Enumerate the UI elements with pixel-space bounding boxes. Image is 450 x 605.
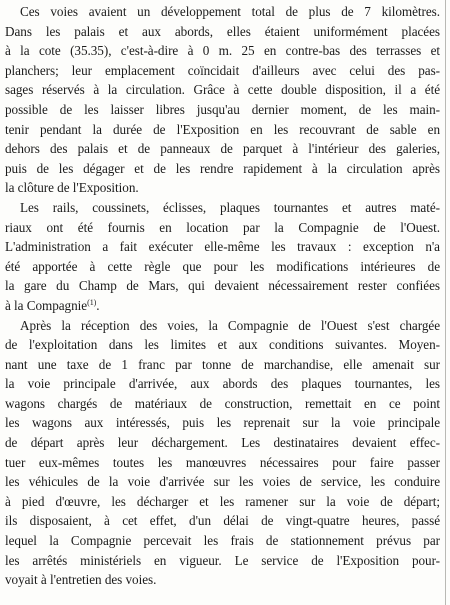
text-line: planchers; leur emplacement coïncidait d'ailleurs avec celui des pas-: [5, 62, 440, 78]
paragraph-materiel-location: [5, 198, 440, 316]
footnote-reference[interactable]: (1): [87, 297, 97, 307]
text-line: les véhicules de la voie d'arrivée sur les voies de service, les conduire: [5, 474, 440, 490]
text-line: Ces voies avaient un développement total de plus de 7 kilomètres.: [20, 4, 440, 19]
text-line: ils disposaient, à cet effet, d'un délai de vingt-quatre heures, passé: [5, 513, 440, 529]
text-line: dehors des palais et de panneaux de parquet à l'intérieur des galeries,: [5, 141, 440, 157]
text-line: les wagons aux intéressés, puis les reprenait sur la voie principale: [5, 415, 440, 431]
text-line-content: à la Compagnie: [5, 297, 88, 313]
text-line: puis de les dégager et de les rendre rapidement à la circulation après: [5, 160, 440, 176]
paragraph-voies-disposition: [5, 2, 440, 198]
text-line: lequel la Compagnie percevait les frais de stationnement prévus par: [5, 533, 440, 549]
text-line: de l'exploitation dans les limites et aux conditions suivantes. Moyen-: [5, 337, 440, 353]
text-line: la gare du Champ de Mars, qui devaient nécessairement rester confiées: [5, 278, 440, 294]
text-line: wagons chargés de matériaux de construction, remettait en ce point: [5, 395, 440, 411]
text-line: les arrêtés ministériels en vigueur. Le service de l'Exposition pour-: [5, 552, 440, 568]
text-line: sages réservés à la circulation. Grâce à cette double disposition, il a été: [5, 82, 440, 98]
page-edge-rule: [445, 0, 446, 605]
text-line: L'administration a fait exécuter elle-même les travaux : exception n'a: [5, 239, 440, 255]
text-line: la voie principale d'arrivée, aux abords des plaques tournantes, les: [5, 376, 440, 392]
body-text: [5, 2, 440, 590]
text-line: tuer eux-mêmes toutes les manœuvres nécessaires pour faire passer: [5, 454, 440, 470]
text-line: voyait à l'entretien des voies.: [5, 572, 157, 588]
text-line: de départ après leur déchargement. Les destinataires devaient effec-: [5, 435, 440, 451]
paragraph-exploitation: [5, 316, 440, 590]
text-line: [5, 296, 440, 316]
text-line: Dans les palais et aux abords, elles étaient uniformément placées: [5, 23, 440, 39]
text-line: nant une taxe de 1 franc par tonne de marchandise, elle amenait sur: [5, 356, 440, 372]
sentence-end: .: [96, 297, 100, 313]
text-line: à la cote (35.35), c'est-à-dire à 0 m. 25 en contre-bas des terrasses et: [5, 43, 440, 59]
text-line: à pied d'œuvre, les décharger et les ramener sur la voie de départ;: [5, 493, 440, 509]
text-line: été apportée à cette règle que pour les modifications intérieures de: [5, 258, 440, 274]
text-line: riaux ont été fournis en location par la Compagnie de l'Ouest.: [5, 219, 440, 235]
text-line: Après la réception des voies, la Compagnie de l'Ouest s'est chargée: [20, 317, 440, 333]
text-line: possible de les laisser libres jusqu'au dernier moment, de les main-: [5, 101, 440, 117]
text-line: tenir pendant la durée de l'Exposition en les recouvrant de sable en: [5, 121, 440, 137]
text-line: Les rails, coussinets, éclisses, plaques tournantes et autres maté-: [20, 199, 440, 215]
text-line: la clôture de l'Exposition.: [5, 180, 139, 196]
